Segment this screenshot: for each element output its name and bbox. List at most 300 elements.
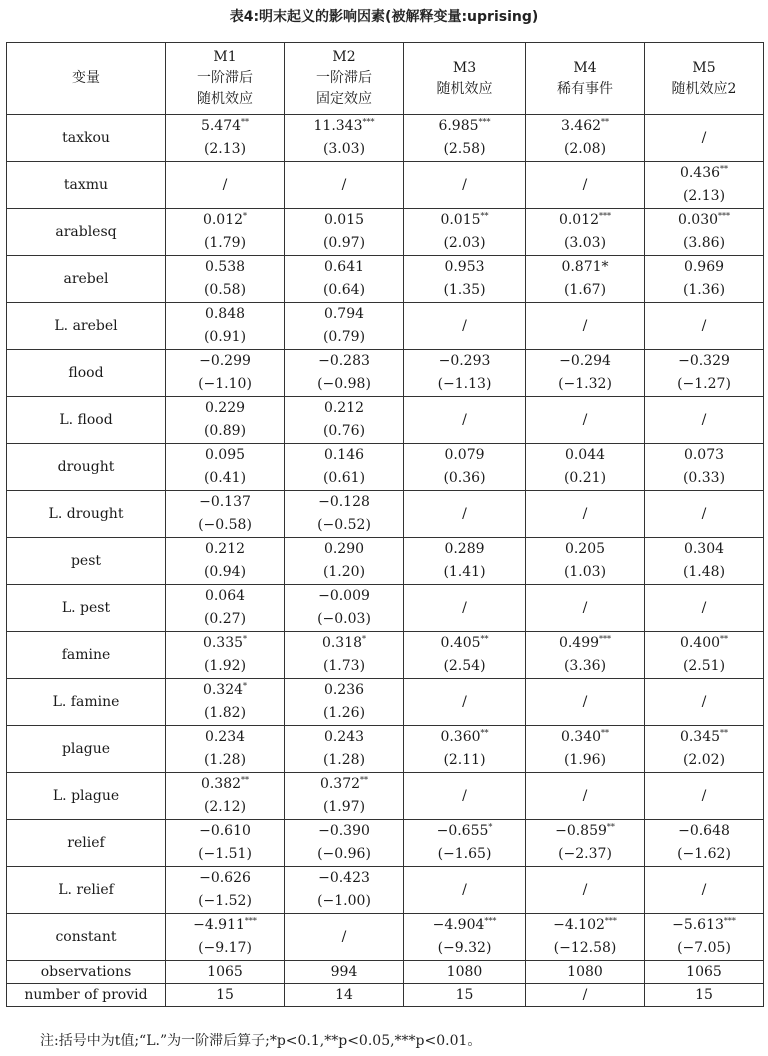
coefficient-value: 0.234 <box>204 729 246 745</box>
t-value: (−0.98) <box>317 376 371 392</box>
estimate-cell <box>285 444 404 491</box>
coefficient-value: 0.969 <box>683 259 725 275</box>
estimate-cell <box>645 444 764 491</box>
estimate-cell <box>404 585 526 632</box>
estimate-cell <box>404 350 526 397</box>
t-value: (0.64) <box>322 282 366 298</box>
coefficient <box>526 256 644 279</box>
coefficient <box>285 632 403 655</box>
t-value: (1.28) <box>322 752 366 768</box>
t-value: (−1.52) <box>198 893 252 909</box>
stats-row <box>7 961 764 984</box>
coefficient-value: −0.009 <box>318 588 370 604</box>
estimate-cell <box>404 914 526 961</box>
header-model-m4 <box>526 43 645 115</box>
t-value: (−0.52) <box>317 517 371 533</box>
coefficient <box>166 444 284 467</box>
estimate-cell <box>645 256 764 303</box>
estimate-cell <box>166 162 285 209</box>
t-value: (0.58) <box>203 282 247 298</box>
not-applicable: / <box>701 505 707 522</box>
coefficient <box>166 538 284 561</box>
estimate-cell <box>285 397 404 444</box>
coefficient <box>166 820 284 843</box>
coefficient <box>166 914 284 937</box>
coefficient <box>526 632 644 655</box>
coefficient-value: 0.212 <box>204 541 246 557</box>
t-value: (−0.96) <box>317 846 371 862</box>
coefficient <box>526 350 644 373</box>
significance-stars: ** <box>720 728 729 738</box>
coefficient <box>285 820 403 843</box>
stat-value: 1065 <box>166 961 285 984</box>
estimate-cell <box>166 773 285 820</box>
model-desc: 稀有事件 <box>557 80 613 97</box>
coefficient-value: 0.146 <box>323 447 365 463</box>
model-desc: 一阶滞后 <box>197 70 253 86</box>
not-applicable: / <box>582 787 588 804</box>
estimate-cell <box>166 679 285 726</box>
table-row <box>7 209 764 256</box>
estimate-cell <box>166 538 285 585</box>
t-value: (−1.27) <box>677 376 731 392</box>
coefficient-value: 0.073 <box>683 447 725 463</box>
variable-name: plague <box>7 726 166 773</box>
variable-name: drought <box>7 444 166 491</box>
coefficient <box>645 444 763 467</box>
table-row <box>7 350 764 397</box>
coefficient-value: 0.405 <box>440 635 481 651</box>
coefficient-value: −0.423 <box>318 870 370 886</box>
variable-name: L. relief <box>7 867 166 914</box>
estimate-cell <box>166 444 285 491</box>
estimate-cell <box>645 820 764 867</box>
estimate-cell <box>404 397 526 444</box>
estimate-cell <box>166 491 285 538</box>
not-applicable: / <box>701 411 707 428</box>
estimate-cell <box>526 162 645 209</box>
estimate-cell <box>526 538 645 585</box>
not-applicable: / <box>582 881 588 898</box>
model-name: M1 <box>213 49 237 65</box>
estimate-cell <box>404 726 526 773</box>
coefficient-value: 0.794 <box>323 306 365 322</box>
model-name: M2 <box>332 49 356 65</box>
t-value: (−7.05) <box>677 940 731 956</box>
estimate-cell <box>526 444 645 491</box>
t-value: (0.79) <box>322 329 366 345</box>
estimate-cell <box>285 209 404 256</box>
estimate-cell <box>645 867 764 914</box>
t-value: (1.03) <box>563 564 607 580</box>
t-value: (2.02) <box>682 752 726 768</box>
not-applicable: / <box>462 787 467 804</box>
coefficient <box>166 679 284 702</box>
coefficient-value: 6.985 <box>438 118 479 134</box>
variable-name: constant <box>7 914 166 961</box>
t-value: (1.48) <box>682 564 726 580</box>
coefficient <box>404 632 525 655</box>
coefficient <box>166 115 284 138</box>
estimate-cell <box>645 679 764 726</box>
t-value: (−1.62) <box>677 846 731 862</box>
variable-name: taxkou <box>7 115 166 162</box>
coefficient <box>285 679 403 702</box>
coefficient-value: 0.290 <box>323 541 365 557</box>
estimate-cell <box>166 867 285 914</box>
not-applicable: / <box>582 693 588 710</box>
t-value: (−1.13) <box>437 376 492 392</box>
significance-stars: * <box>362 634 367 644</box>
header-model-m2 <box>285 43 404 115</box>
estimate-cell <box>166 632 285 679</box>
coefficient-value: −4.904 <box>432 917 485 933</box>
stat-value: 15 <box>645 984 764 1007</box>
coefficient-value: −0.648 <box>678 823 730 839</box>
coefficient <box>526 209 644 232</box>
coefficient <box>285 867 403 890</box>
estimate-cell <box>285 350 404 397</box>
t-value: (0.41) <box>203 470 247 486</box>
coefficient-value: −0.299 <box>199 353 251 369</box>
significance-stars: ** <box>720 164 729 174</box>
coefficient-value: −5.613 <box>672 917 724 933</box>
coefficient <box>526 914 644 937</box>
coefficient-value: 0.044 <box>564 447 606 463</box>
t-value: (1.20) <box>322 564 366 580</box>
coefficient <box>166 585 284 608</box>
coefficient-value: 0.400 <box>679 635 721 651</box>
t-value: (1.96) <box>563 752 607 768</box>
t-value: (0.27) <box>203 611 247 627</box>
variable-name: famine <box>7 632 166 679</box>
t-value: (0.61) <box>322 470 366 486</box>
not-applicable: / <box>701 129 707 146</box>
coefficient <box>404 444 525 467</box>
coefficient <box>645 632 763 655</box>
not-applicable: / <box>701 693 707 710</box>
table-row <box>7 397 764 444</box>
t-value: (−1.51) <box>198 846 252 862</box>
significance-stars: ** <box>360 775 369 785</box>
stat-name: observations <box>7 961 166 984</box>
t-value: (2.54) <box>443 658 486 674</box>
significance-stars: *** <box>599 634 612 644</box>
estimate-cell <box>166 303 285 350</box>
t-value: (−1.10) <box>198 376 252 392</box>
t-value: (0.97) <box>322 235 366 251</box>
t-value: (1.26) <box>322 705 366 721</box>
variable-name: relief <box>7 820 166 867</box>
estimate-cell <box>404 115 526 162</box>
estimate-cell <box>285 491 404 538</box>
stat-value: 994 <box>285 961 404 984</box>
table-row <box>7 632 764 679</box>
estimate-cell <box>404 632 526 679</box>
table-row <box>7 914 764 961</box>
coefficient-value: 11.343 <box>313 118 363 134</box>
significance-stars: * <box>243 211 248 221</box>
t-value: (−1.00) <box>317 893 371 909</box>
not-applicable: / <box>462 317 467 334</box>
estimate-cell <box>404 773 526 820</box>
coefficient-value: 5.474 <box>200 118 242 134</box>
stat-name: number of provid <box>7 984 166 1007</box>
estimate-cell <box>404 867 526 914</box>
t-value: (2.13) <box>203 141 247 157</box>
table-note: 注:括号中为t值;“L.”为一阶滞后算子;*p<0.1,**p<0.05,***p<0.01。 <box>40 1033 482 1049</box>
table-row <box>7 115 764 162</box>
coefficient <box>645 820 763 843</box>
t-value: (2.13) <box>682 188 726 204</box>
estimate-cell <box>526 115 645 162</box>
coefficient-value: −0.128 <box>318 494 370 510</box>
coefficient <box>645 726 763 749</box>
coefficient-value: 0.499 <box>558 635 600 651</box>
estimate-cell <box>645 726 764 773</box>
t-value: (3.03) <box>563 235 607 251</box>
coefficient <box>526 444 644 467</box>
coefficient <box>285 350 403 373</box>
estimate-cell <box>645 585 764 632</box>
estimate-cell <box>166 820 285 867</box>
estimate-cell <box>404 491 526 538</box>
t-value: (−9.32) <box>437 940 492 956</box>
not-applicable: / <box>462 176 467 193</box>
table-row <box>7 162 764 209</box>
coefficient-value: 3.462 <box>560 118 602 134</box>
coefficient-value: 0.382 <box>200 776 242 792</box>
t-value: (−1.65) <box>437 846 492 862</box>
t-value: (1.79) <box>203 235 247 251</box>
stat-value: 1065 <box>645 961 764 984</box>
stat-value: 1080 <box>526 961 645 984</box>
estimate-cell <box>285 162 404 209</box>
estimate-cell <box>526 397 645 444</box>
t-value: (−12.58) <box>553 940 617 956</box>
t-value: (0.36) <box>443 470 486 486</box>
coefficient-value: 0.848 <box>204 306 246 322</box>
significance-stars: * <box>243 634 248 644</box>
coefficient-value: 0.641 <box>323 259 365 275</box>
estimate-cell <box>285 256 404 303</box>
significance-stars: *** <box>244 916 257 926</box>
coefficient <box>285 209 403 232</box>
t-value: (1.97) <box>322 799 366 815</box>
t-value: (−9.17) <box>198 940 252 956</box>
coefficient <box>285 491 403 514</box>
stat-value: 15 <box>166 984 285 1007</box>
coefficient <box>526 115 644 138</box>
variable-name: L. plague <box>7 773 166 820</box>
coefficient-value: −0.655 <box>436 823 489 839</box>
estimate-cell <box>285 632 404 679</box>
coefficient-value: −0.283 <box>318 353 370 369</box>
table-row <box>7 491 764 538</box>
coefficient <box>645 914 763 937</box>
not-applicable: / <box>462 693 467 710</box>
t-value: (1.73) <box>322 658 366 674</box>
t-value: (1.67) <box>563 282 607 298</box>
estimate-cell <box>166 397 285 444</box>
coefficient <box>285 256 403 279</box>
coefficient <box>404 726 525 749</box>
coefficient <box>404 256 525 279</box>
coefficient-value: 0.012 <box>558 212 600 228</box>
coefficient-value: 0.236 <box>323 682 365 698</box>
significance-stars: ** <box>601 728 610 738</box>
regression-table <box>6 42 764 1007</box>
coefficient <box>404 820 525 843</box>
t-value: (1.41) <box>443 564 486 580</box>
t-value: (0.94) <box>203 564 247 580</box>
t-value: (1.35) <box>443 282 486 298</box>
coefficient-value: 0.030 <box>677 212 719 228</box>
estimate-cell <box>166 115 285 162</box>
coefficient-value: 0.212 <box>323 400 365 416</box>
coefficient <box>285 538 403 561</box>
estimate-cell <box>404 209 526 256</box>
coefficient <box>404 538 525 561</box>
t-value: (2.58) <box>443 141 486 157</box>
coefficient-value: 0.015 <box>440 212 481 228</box>
coefficient <box>404 115 525 138</box>
coefficient-value: −0.390 <box>318 823 370 839</box>
estimate-cell <box>645 162 764 209</box>
estimate-cell <box>404 303 526 350</box>
not-applicable: / <box>462 881 467 898</box>
coefficient-value: 0.953 <box>444 259 485 275</box>
significance-stars: *** <box>599 211 612 221</box>
coefficient <box>166 303 284 326</box>
t-value: (−0.03) <box>317 611 371 627</box>
model-desc: 固定效应 <box>316 91 372 107</box>
estimate-cell <box>404 444 526 491</box>
estimate-cell <box>404 162 526 209</box>
coefficient <box>166 867 284 890</box>
coefficient-value: 0.205 <box>564 541 606 557</box>
table-row <box>7 585 764 632</box>
coefficient-value: 0.360 <box>440 729 481 745</box>
coefficient <box>526 726 644 749</box>
t-value: (1.82) <box>203 705 247 721</box>
variable-name: L. arebel <box>7 303 166 350</box>
estimate-cell <box>285 585 404 632</box>
coefficient-value: −4.911 <box>193 917 245 933</box>
not-applicable: / <box>582 599 588 616</box>
coefficient-value: 0.229 <box>204 400 246 416</box>
coefficient <box>166 726 284 749</box>
model-name: M4 <box>573 59 597 76</box>
t-value: (0.33) <box>682 470 726 486</box>
estimate-cell <box>526 256 645 303</box>
significance-stars: *** <box>604 916 617 926</box>
t-value: (−1.32) <box>558 376 612 392</box>
coefficient-value: 0.079 <box>444 447 485 463</box>
t-value: (1.36) <box>682 282 726 298</box>
coefficient <box>285 115 403 138</box>
estimate-cell <box>285 867 404 914</box>
not-applicable: / <box>341 928 347 945</box>
coefficient <box>285 303 403 326</box>
estimate-cell <box>526 632 645 679</box>
estimate-cell <box>526 303 645 350</box>
t-value: (0.21) <box>563 470 607 486</box>
coefficient <box>526 538 644 561</box>
significance-stars: *** <box>723 916 736 926</box>
coefficient-value: −0.293 <box>438 353 491 369</box>
not-applicable: / <box>701 881 707 898</box>
table-row <box>7 773 764 820</box>
table-row <box>7 256 764 303</box>
table-body <box>7 115 764 1007</box>
t-value: (−0.58) <box>198 517 252 533</box>
table-row <box>7 538 764 585</box>
coefficient <box>285 444 403 467</box>
variable-name: L. drought <box>7 491 166 538</box>
estimate-cell <box>645 397 764 444</box>
variable-name: L. flood <box>7 397 166 444</box>
estimate-cell <box>526 820 645 867</box>
estimate-cell <box>166 726 285 773</box>
estimate-cell <box>645 115 764 162</box>
stat-value: 14 <box>285 984 404 1007</box>
table-row <box>7 867 764 914</box>
variable-name: L. pest <box>7 585 166 632</box>
coefficient <box>166 632 284 655</box>
significance-stars: ** <box>601 117 610 127</box>
coefficient-value: 0.871* <box>561 259 609 275</box>
model-desc: 随机效应2 <box>671 80 737 97</box>
variable-name: arablesq <box>7 209 166 256</box>
variable-name: pest <box>7 538 166 585</box>
estimate-cell <box>526 867 645 914</box>
t-value: (3.86) <box>682 235 726 251</box>
estimate-cell <box>526 491 645 538</box>
model-desc: 随机效应 <box>436 80 493 97</box>
not-applicable: / <box>701 317 707 334</box>
table-row <box>7 303 764 350</box>
estimate-cell <box>404 679 526 726</box>
header-variable: 变量 <box>7 43 166 115</box>
estimate-cell <box>645 303 764 350</box>
estimate-cell <box>285 538 404 585</box>
coefficient-value: 0.012 <box>202 212 244 228</box>
estimate-cell <box>645 209 764 256</box>
estimate-cell <box>526 209 645 256</box>
not-applicable: / <box>582 411 588 428</box>
coefficient <box>645 209 763 232</box>
estimate-cell <box>526 773 645 820</box>
not-applicable: / <box>582 176 588 193</box>
coefficient <box>166 491 284 514</box>
header-model-m1 <box>166 43 285 115</box>
t-value: (3.03) <box>322 141 366 157</box>
estimate-cell <box>166 350 285 397</box>
stat-value: 15 <box>404 984 526 1007</box>
coefficient-value: −4.102 <box>553 917 605 933</box>
estimate-cell <box>526 679 645 726</box>
t-value: (0.89) <box>203 423 247 439</box>
stat-value: 1080 <box>404 961 526 984</box>
model-desc: 随机效应 <box>197 91 253 107</box>
coefficient-value: 0.289 <box>444 541 485 557</box>
significance-stars: *** <box>478 117 491 127</box>
header-row <box>7 43 764 115</box>
coefficient-value: 0.064 <box>204 588 246 604</box>
significance-stars: ** <box>241 117 250 127</box>
header-model-m3 <box>404 43 526 115</box>
